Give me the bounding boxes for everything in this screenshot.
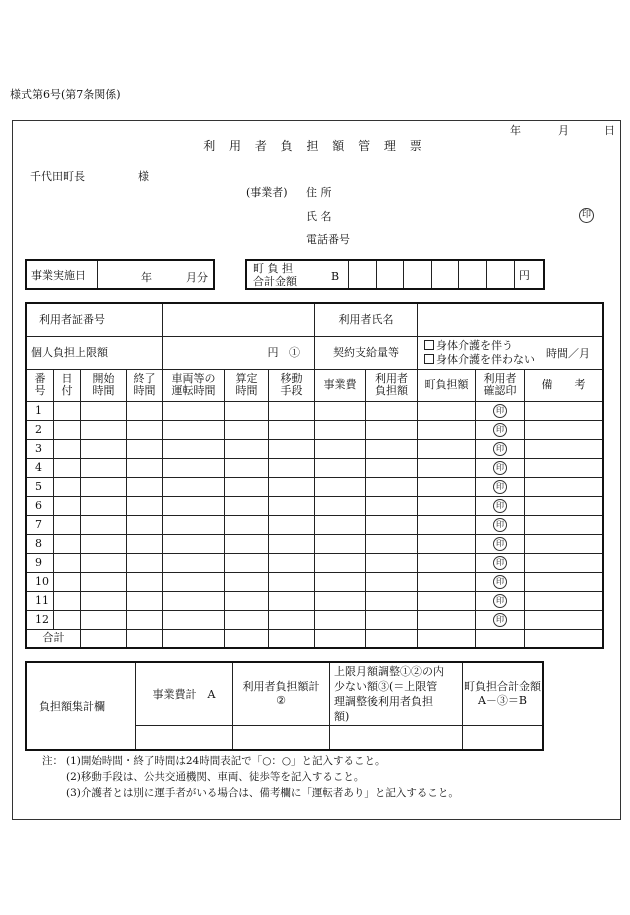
form-title: 利 用 者 負 担 額 管 理 票 [203, 139, 427, 153]
seal-icon: 印 [493, 442, 507, 456]
addressee-honorific: 様 [138, 170, 149, 183]
table-cell [418, 534, 476, 553]
date-month: 月 [558, 124, 569, 137]
notes-prefix: 注： [42, 755, 63, 767]
table-cell [418, 401, 476, 420]
row-number: 5 [26, 477, 54, 496]
contract-label: 契約支給量等 [315, 336, 418, 369]
town-total-unit: 円 [514, 260, 544, 289]
table-cell [525, 458, 604, 477]
town-total-label-2: 合計金額 [253, 274, 297, 288]
table-cell [315, 401, 366, 420]
table-cell [269, 572, 315, 591]
table-row [26, 515, 603, 534]
header-col-10 [476, 369, 525, 401]
checkbox-without-care[interactable] [424, 354, 434, 364]
table-cell [525, 401, 604, 420]
seal-icon: 印 [493, 480, 507, 494]
seal-icon: 印 [493, 556, 507, 570]
row-number: 2 [26, 420, 54, 439]
table-cell [269, 553, 315, 572]
confirm-seal-cell [476, 553, 525, 572]
table-cell [81, 553, 127, 572]
summary-col-town-formula: A－③＝B [477, 693, 528, 707]
header-col-3 [127, 369, 163, 401]
town-total-box [245, 259, 545, 290]
table-cell [225, 458, 269, 477]
table-cell [269, 401, 315, 420]
table-cell [54, 401, 81, 420]
table-cell [525, 553, 604, 572]
table-cell [269, 439, 315, 458]
table-cell [54, 610, 81, 629]
table-cell [127, 401, 163, 420]
provider-seal-icon: 印 [579, 207, 594, 223]
row-number: 6 [26, 496, 54, 515]
seal-icon: 印 [493, 423, 507, 437]
header-col-4 [163, 369, 225, 401]
table-cell [163, 401, 225, 420]
table-cell [225, 401, 269, 420]
table-cell [163, 477, 225, 496]
table-cell [315, 477, 366, 496]
seal-icon: 印 [493, 537, 507, 551]
table-cell [81, 420, 127, 439]
table-cell [418, 439, 476, 458]
header-col-10-line-0: 利用者 [483, 372, 517, 385]
table-cell [127, 439, 163, 458]
table-cell [366, 515, 418, 534]
provider-address-label: 住 所 [306, 186, 332, 199]
seal-icon: 印 [493, 499, 507, 513]
summary-table [25, 661, 544, 751]
table-cell [525, 515, 604, 534]
table-cell [54, 515, 81, 534]
table-cell [225, 496, 269, 515]
table-cell [418, 477, 476, 496]
row-number: 11 [26, 591, 54, 610]
table-cell [366, 496, 418, 515]
confirm-seal-cell [476, 515, 525, 534]
table-cell [81, 477, 127, 496]
table-cell [315, 420, 366, 439]
table-cell [127, 591, 163, 610]
period-year: 年 [141, 271, 152, 284]
table-cell [54, 458, 81, 477]
header-col-1-line-0: 日 [61, 372, 73, 385]
table-cell [315, 553, 366, 572]
header-col-9-line-0: 町負担額 [424, 378, 469, 391]
table-cell [418, 458, 476, 477]
header-col-8-line-0: 利用者 [375, 372, 408, 385]
table-cell [366, 534, 418, 553]
table-cell [366, 610, 418, 629]
table-cell [163, 496, 225, 515]
header-col-2-line-0: 開始 [92, 372, 115, 385]
row-number: 10 [26, 572, 54, 591]
header-col-6-line-0: 移動 [280, 372, 303, 385]
summary-col3-line4: 額) [334, 709, 350, 723]
header-col-1 [54, 369, 81, 401]
header-col-4-line-1: 運転時間 [171, 384, 216, 397]
table-cell [525, 591, 604, 610]
table-cell [81, 439, 127, 458]
row-number: 1 [26, 401, 54, 420]
confirm-seal-cell [476, 572, 525, 591]
summary-col-town-total: 町負担合計金額 [464, 679, 541, 693]
table-cell [269, 477, 315, 496]
table-cell [81, 591, 127, 610]
header-col-0 [26, 369, 54, 401]
period-month: 月分 [186, 271, 208, 284]
confirm-seal-cell [476, 401, 525, 420]
header-col-1-line-1: 付 [61, 384, 73, 397]
summary-col3-line2: 少ない額③(＝上限管 [334, 679, 438, 693]
table-cell [127, 515, 163, 534]
header-col-5 [225, 369, 269, 401]
table-cell [269, 496, 315, 515]
table-cell [81, 572, 127, 591]
summary-col-user-total: 利用者負担額計 [242, 679, 320, 693]
confirm-seal-cell [476, 591, 525, 610]
header-col-0-line-0: 番 [34, 372, 46, 385]
table-cell [163, 515, 225, 534]
table-cell [163, 591, 225, 610]
seal-icon: 印 [493, 518, 507, 532]
confirm-seal-cell [476, 439, 525, 458]
provider-phone-label: 電話番号 [306, 233, 350, 246]
table-cell [525, 572, 604, 591]
table-row [26, 477, 603, 496]
table-cell [54, 496, 81, 515]
table-cell [127, 610, 163, 629]
table-cell [81, 534, 127, 553]
header-col-2 [81, 369, 127, 401]
period-box [25, 259, 215, 290]
table-cell [127, 553, 163, 572]
note-3: (3)介護者とは別に運手者がいる場合は、備考欄に「運転者あり」と記入すること。 [66, 787, 459, 799]
header-col-8 [366, 369, 418, 401]
addressee-name: 千代田町長 [30, 170, 85, 183]
table-row [26, 610, 603, 629]
seal-icon: 印 [493, 613, 507, 627]
table-cell [163, 439, 225, 458]
date-day: 日 [604, 124, 615, 137]
provider-name-label: 氏 名 [306, 210, 332, 223]
table-cell [163, 420, 225, 439]
table-cell [366, 591, 418, 610]
header-col-11 [525, 369, 604, 401]
table-cell [127, 477, 163, 496]
table-cell [418, 591, 476, 610]
row-number: 9 [26, 553, 54, 572]
table-cell [269, 610, 315, 629]
row-number: 8 [26, 534, 54, 553]
table-row [26, 534, 603, 553]
table-row [26, 572, 603, 591]
table-header-row [26, 369, 603, 401]
table-cell [163, 610, 225, 629]
table-row [26, 496, 603, 515]
usage-table [25, 302, 604, 649]
header-col-4-line-0: 車両等の [171, 372, 216, 385]
summary-col3-line1: 上限月額調整①②の内 [334, 664, 444, 678]
table-cell [525, 439, 604, 458]
header-col-8-line-1: 負担額 [375, 384, 408, 397]
table-cell [366, 572, 418, 591]
table-cell [54, 591, 81, 610]
table-cell [315, 591, 366, 610]
option-with-care: 身体介護を伴う [424, 339, 602, 353]
town-total-marker: B [331, 270, 340, 283]
table-cell [366, 420, 418, 439]
table-cell [163, 534, 225, 553]
table-cell [81, 515, 127, 534]
table-cell [225, 553, 269, 572]
total-row [26, 629, 603, 648]
confirm-seal-cell [476, 420, 525, 439]
table-cell [54, 572, 81, 591]
period-label: 事業実施日 [26, 260, 98, 289]
table-cell [127, 458, 163, 477]
header-col-5-line-0: 算定 [235, 372, 258, 385]
header-col-7 [315, 369, 366, 401]
option-without-care: 身体介護を伴わない [424, 353, 602, 367]
header-col-9 [418, 369, 476, 401]
form-reference: 様式第6号(第7条関係) [10, 88, 121, 101]
confirm-seal-cell [476, 477, 525, 496]
date-year: 年 [510, 124, 521, 137]
provider-label: (事業者) [246, 186, 288, 199]
table-cell [315, 534, 366, 553]
table-cell [418, 610, 476, 629]
table-row [26, 420, 603, 439]
header-col-11-line-0: 備 考 [541, 378, 586, 391]
note-2: (2)移動手段は、公共交通機関、車両、徒歩等を記入すること。 [66, 771, 365, 783]
user-name-label: 利用者氏名 [315, 303, 418, 336]
summary-label: 負担額集計欄 [26, 662, 136, 750]
table-cell [225, 591, 269, 610]
cert-number-label: 利用者証番号 [26, 303, 163, 336]
header-col-3-line-1: 時間 [133, 384, 156, 397]
table-cell [418, 515, 476, 534]
limit-label: 個人負担上限額 [26, 336, 163, 369]
seal-icon: 印 [493, 594, 507, 608]
table-row [26, 458, 603, 477]
table-cell [54, 477, 81, 496]
town-total-label-1: 町 負 担 [253, 261, 293, 275]
table-cell [366, 439, 418, 458]
table-cell [525, 610, 604, 629]
row-number: 3 [26, 439, 54, 458]
table-cell [81, 458, 127, 477]
table-cell [127, 496, 163, 515]
table-cell [315, 458, 366, 477]
time-unit: 時間／月 [546, 346, 590, 360]
table-cell [225, 610, 269, 629]
table-cell [418, 420, 476, 439]
confirm-seal-cell [476, 496, 525, 515]
table-cell [81, 610, 127, 629]
checkbox-with-care[interactable] [424, 340, 434, 350]
table-cell [127, 420, 163, 439]
table-cell [163, 572, 225, 591]
table-cell [315, 496, 366, 515]
table-cell [418, 553, 476, 572]
header-col-7-line-0: 事業費 [323, 378, 357, 391]
limit-unit: 円 [267, 345, 279, 359]
seal-icon: 印 [493, 461, 507, 475]
header-col-6-line-1: 手段 [280, 384, 303, 397]
table-cell [269, 515, 315, 534]
header-col-3-line-0: 終了 [133, 372, 156, 385]
header-col-0-line-1: 号 [34, 384, 46, 397]
row-number: 7 [26, 515, 54, 534]
table-cell [225, 420, 269, 439]
table-cell [225, 572, 269, 591]
table-cell [315, 572, 366, 591]
summary-col-user-marker: ② [276, 693, 286, 707]
table-cell [225, 439, 269, 458]
table-cell [81, 401, 127, 420]
table-cell [269, 458, 315, 477]
note-1: (1)開始時間・終了時間は24時間表記で「○：○」と記入すること。 [66, 755, 386, 767]
table-row [26, 591, 603, 610]
table-cell [163, 553, 225, 572]
table-cell [225, 477, 269, 496]
table-cell [315, 439, 366, 458]
table-cell [525, 534, 604, 553]
total-label: 合計 [26, 629, 81, 648]
header-col-2-line-1: 時間 [92, 384, 115, 397]
table-row [26, 439, 603, 458]
limit-marker: ① [289, 345, 300, 359]
seal-icon: 印 [493, 404, 507, 418]
summary-col3-line3: 理調整後利用者負担 [334, 694, 433, 708]
confirm-seal-cell [476, 534, 525, 553]
table-cell [525, 496, 604, 515]
header-col-10-line-1: 確認印 [483, 384, 517, 397]
seal-icon: 印 [493, 575, 507, 589]
table-cell [54, 534, 81, 553]
table-cell [366, 401, 418, 420]
row-number: 4 [26, 458, 54, 477]
confirm-seal-cell [476, 458, 525, 477]
table-cell [269, 420, 315, 439]
table-cell [525, 420, 604, 439]
table-cell [225, 534, 269, 553]
table-cell [269, 591, 315, 610]
table-cell [366, 477, 418, 496]
table-cell [225, 515, 269, 534]
table-cell [418, 572, 476, 591]
table-cell [54, 439, 81, 458]
table-cell [81, 496, 127, 515]
table-cell [315, 610, 366, 629]
table-cell [269, 534, 315, 553]
table-cell [54, 420, 81, 439]
row-number: 12 [26, 610, 54, 629]
table-row [26, 401, 603, 420]
table-cell [127, 534, 163, 553]
header-col-5-line-1: 時間 [235, 384, 258, 397]
table-cell [54, 553, 81, 572]
table-row [26, 553, 603, 572]
table-cell [127, 572, 163, 591]
summary-col-business-total: 事業費計 A [136, 662, 233, 725]
table-cell [418, 496, 476, 515]
header-col-6 [269, 369, 315, 401]
table-cell [366, 458, 418, 477]
table-cell [525, 477, 604, 496]
table-cell [315, 515, 366, 534]
table-cell [163, 458, 225, 477]
table-cell [366, 553, 418, 572]
confirm-seal-cell [476, 610, 525, 629]
